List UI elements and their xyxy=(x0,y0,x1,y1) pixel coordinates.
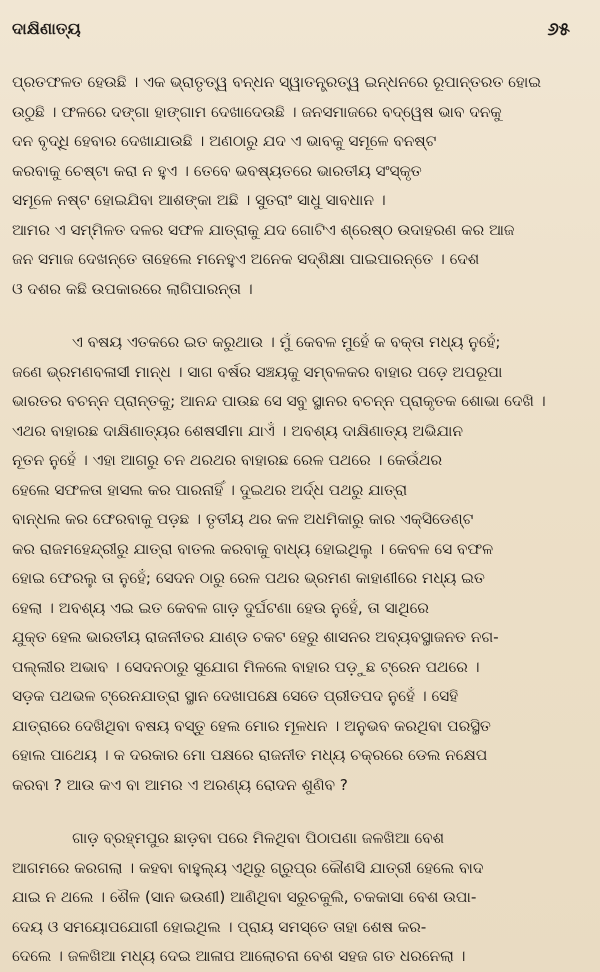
text-line: ଆଗମରେ କରଗଲା । କହବା ବାହୁଲ୍ୟ ଏଥିରୁ ଗ୍ରୁପ୍‌ର କୌଣସି ଯାତ୍ରୀ ହେଲେ ବାଦ xyxy=(12,858,484,877)
paragraph xyxy=(12,824,584,972)
text-line: ଗାଡ଼ ବ୍ରହ୍ମପୁର ଛାଡ଼ବା ପରେ ମିଳଥିବା ପିଠାପଣା ଜଳଖିଆ ବେଶ xyxy=(72,829,444,847)
text-line: ସମୂଳେ ନଷ୍ଟ ହୋଇଯିବା ଆଶଙ୍କା ଅଛି । ସୁତରାଂ ସାଧୁ ସାବଧାନ । xyxy=(12,191,386,209)
text-line: ଯାଇ ନ ଥଲେ । ଶୈଳ (ସାନ ଭଉଣୀ) ଆଣିଥିବା ସରୁଚକୁଲି, ଚକକାସା ବେଶ ଉପା- xyxy=(12,888,477,906)
text-line: ନୂତନ ନୁହେଁ । ଏହା ଆଗରୁ ଚନ ଥରଥର ବାହାରଛ ରେଳ ପଥରେ । କେଉଁଥର xyxy=(12,451,442,469)
text-line: ପଲ୍ଲୀର ଅଭାବ । ସେଦନଠାରୁ ସୁଯୋଗ ମିଳଲେ ବାହାର ପଡ଼ୁଛ ଟ୍ରେନ ପଥରେ । xyxy=(12,657,480,676)
text-line: ଆମର ଏ ସମ୍ମିଳତ ଦଳର ସଫଳ ଯାତ୍ରାକୁ ଯଦ ଗୋଟିଏ ଶ୍ରେଷ୍ଠ ଉଦାହରଣ କର ଆଜ xyxy=(12,220,515,239)
text-line: ହେଲା । ଅବଶ୍ୟ ଏଇ ଇତ କେବଳ ଗାଡ଼ ଦୁର୍ଘଟଣା ହେଉ ନୁହେଁ, ତା ସାଥିରେ xyxy=(12,598,429,617)
page-body xyxy=(12,68,584,972)
text-line: ଦନ ବୃଦ୍ଧି ହେବାର ଦେଖାଯାଉଛି । ଅଣଠାରୁ ଯଦ ଏ ଭାବକୁ ସମୂଳେ ବନଷ୍ଟ xyxy=(12,132,437,150)
text-line: ହୋଲ ପାଥେୟ । କ ଦରକାର ମୋ ପକ୍ଷରେ ରାଜନୀତ ମଧ୍ୟ ଚକ୍ରରେ ଡେଲ ନକ୍ଷେପ xyxy=(12,746,488,764)
text-line: କରବା ? ଆଉ କଏ ବା ଆମର ଏ ଅରଣ୍ୟ ରୋଦନ ଶୁଣିବ ? xyxy=(12,775,348,794)
text-line: କରବାକୁ ଚେଷ୍ଟା କରା ନ ହୁଏ । ତେବେ ଭବଷ୍ୟତରେ ଭାରତୀୟ ସଂସ୍କୃତ xyxy=(12,161,422,180)
text-line: ଦେଲେ । ଜଳଖିଆ ମଧ୍ୟ ଦେଇ ଆଳାପ ଆଲୋଚନା ବେଶ ସହଜ ଗତ ଧରନେଲା । xyxy=(12,947,466,965)
text-line: ଯୁକ୍ତ ହେଲ ଭାରତୀୟ ରାଜନୀତର ଯାଣ୍ଡ ଚକଟ ହେରୁ ଶାସନର ଅବ୍ୟବସ୍ଥାଜନତ ନଗ- xyxy=(12,628,499,646)
text-line: ଓ ଦଶର କଛି ଉପକାରରେ ଲାଗିପାରନ୍ତା । xyxy=(12,279,253,298)
paragraph xyxy=(12,68,584,304)
text-line: କର ରାଜମହେନ୍ଦ୍ରୀରୁ ଯାତ୍ରା ବାତଲ କରବାକୁ ବାଧ୍ୟ ହୋଇଥିଲୁ । କେବଳ ସେ ବଫଳ xyxy=(12,539,494,558)
text-line: ଭାରତର ବଚନ୍ନ ପ୍ରାନ୍ତକୁ; ଆନନ୍ଦ ପାଉଛ ସେ ସବୁ ସ୍ଥାନର ବଚନ୍ନ ପ୍ରାକୃତକ ଶୋଭା ଦେଖି । xyxy=(12,392,546,410)
text-line: ଯାତ୍ରାରେ ଦେଖିଥିବା ବଷୟ ବସ୍ତୁ ହେଲ ମୋର ମୂଳଧନ । ଅନୁଭବ କରଥିବା ପରସ୍ଥିତ xyxy=(12,716,491,735)
text-line: ସଡ଼କ ପଥଭଳ ଟ୍ରେନଯାତ୍ରା ସ୍ଥାନ ଦେଖାପକ୍ଷେ ସେତେ ପ୍ରୀତପଦ ନୁହେଁ । ସେହି xyxy=(12,687,459,705)
text-line: ହୋଇ ଫେରଲୁ ତା ନୁହେଁ; ସେଦନ ଠାରୁ ରେଳ ପଥର ଭ୍ରମଣ କାହାଣୀରେ ମଧ୍ୟ ଇତ xyxy=(12,569,485,587)
text-line: ପ୍ରତଫଳତ ହେଉଛି । ଏକ ଭ୍ରାତୃତ୍ୱ ବନ୍ଧନ ସ୍ୱାତନ୍ତ୍ରତ୍ୱ ଇନ୍ଧନରେ ରୂପାନ୍ତରତ ହୋଇ xyxy=(12,73,541,91)
text-line: ଦେୟ ଓ ସମୟୋପଯୋଗୀ ହୋଇଥିଲ । ପ୍ରାୟ ସମସ୍ତେ ତାହା ଶେଷ କର- xyxy=(12,917,427,936)
text-line: ଏଥର ବାହାରଛ ଦାକ୍ଷିଣାତ୍ୟର ଶେଷସୀମା ଯାଏଁ । ଅବଶ୍ୟ ଦାକ୍ଷିଣାତ୍ୟ ଅଭିଯାନ xyxy=(12,421,463,440)
text-line: ବାନ୍ଧଲ କର ଫେରବାକୁ ପଡ଼ଛ । ତୃତୀୟ ଥର କଳ ଅଧମିକାରୁ କାର ଏକ୍ସିଡେଣ୍ଟ xyxy=(12,510,474,528)
text-line: ଜଣେ ଭ୍ରମଣବଳାସୀ ମାନ୍ଧ । ସାଗ ବର୍ଷର ସଞ୍ଚୟକୁ ସମ୍ବଳକର ବାହାର ପଡ଼େ ଅପରୂପା xyxy=(12,362,503,381)
text-line: ଏ ବଷୟ ଏତକରେ ଇତ କରୁଥାଉ । ମୁଁ କେବଳ ମୁହେଁ କ ବକ୍ତା ମଧ୍ୟ ନୁହେଁ; xyxy=(72,333,501,351)
text-line: ହେଲେ ସଫଳତା ହାସଲ କର ପାରନାହିଁ । ଦୁଇଥର ଅର୍ଦ୍ଧ ପଥରୁ ଯାତ୍ରା xyxy=(12,480,408,499)
running-head: ଦାକ୍ଷିଣାତ୍ୟ xyxy=(12,19,81,38)
page-number: ୬୫ xyxy=(547,18,570,40)
text-line: ଜନ ସମାଜ ଦେଖନ୍ତେ ତାହେଲେ ମନେହୁଏ ଅନେକ ସଦ୍‌ଶିକ୍ଷା ପାଇପାରନ୍ତେ । ଦେଶ xyxy=(12,250,480,268)
page-header xyxy=(12,14,584,44)
paragraph xyxy=(12,328,584,800)
text-line: ଉଠୁଛି । ଫଳରେ ଦଙ୍ଗା ହାଙ୍ଗାମ ଦେଖାଦେଉଛି । ଜନସମାଜରେ ବଦ୍ୱେଷ ଭାବ ଦନକୁ xyxy=(12,102,502,121)
